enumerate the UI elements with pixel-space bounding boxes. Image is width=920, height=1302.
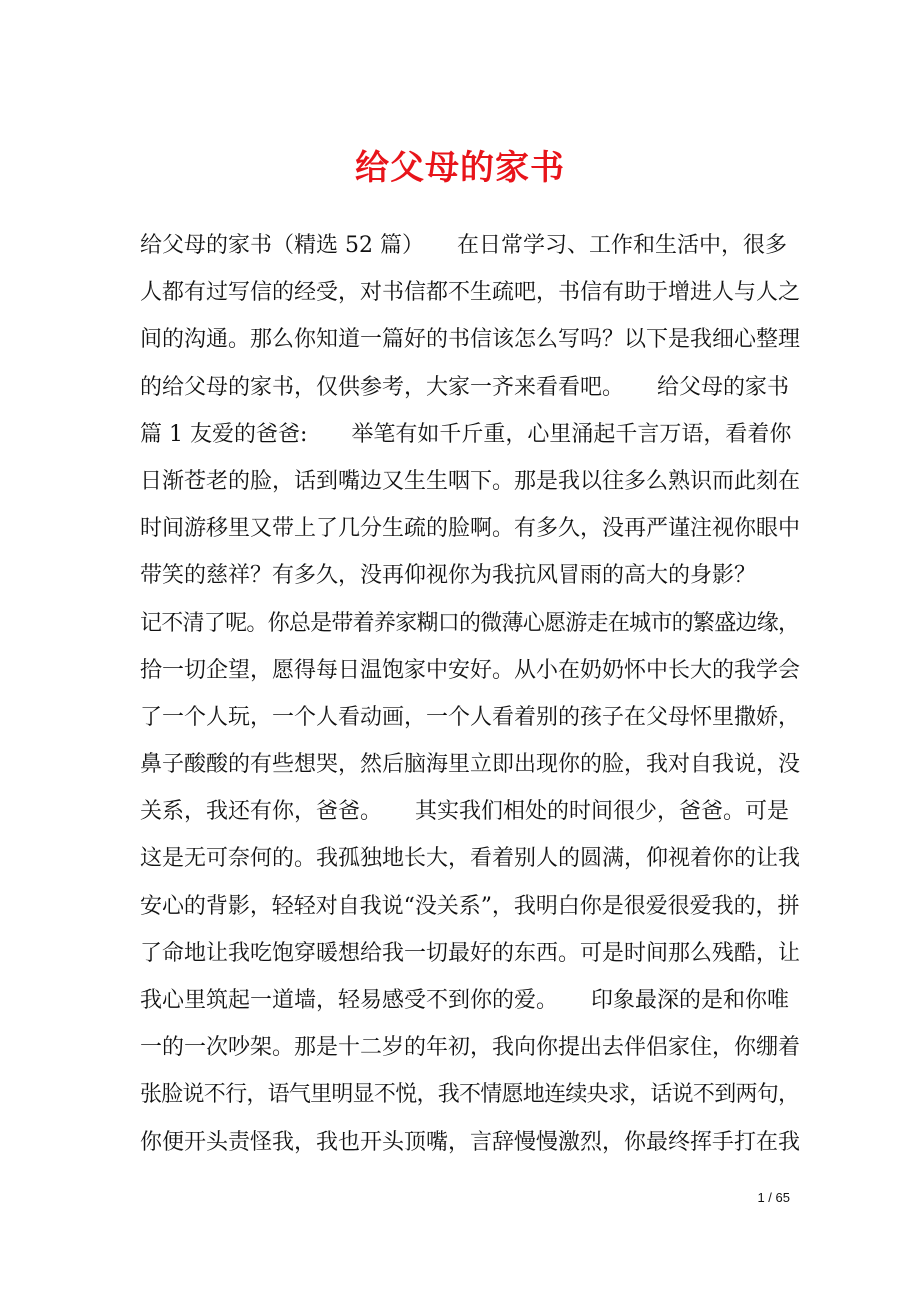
body-line: 一的一次吵架。那是十二岁的年初，我向你提出去伴侣家住，你绷着: [140, 1035, 801, 1061]
body-line: 鼻子酸酸的有些想哭，然后脑海里立即出现你的脸，我对自我说，没: [140, 752, 801, 778]
body-line: 记不清了呢。你总是带着养家糊口的微薄心愿游走在城市的繁盛边缘，: [140, 610, 800, 636]
body-line: 给父母的家书（精选 52 篇） 在日常学习、工作和生活中，很多: [140, 233, 787, 258]
document-body: [140, 222, 800, 1166]
body-line: 这是无可奈何的。我孤独地长大，看着别人的圆满，仰视着你的让我: [140, 846, 801, 872]
body-line: 安心的背影，轻轻对自我说“没关系”，我明白你是很爱很爱我的，拼: [140, 893, 800, 919]
body-line: 张脸说不行，语气里明显不悦，我不情愿地连续央求，话说不到两句，: [140, 1082, 800, 1108]
body-line: 的给父母的家书，仅供参考，大家一齐来看看吧。 给父母的家书: [140, 374, 790, 400]
body-line: 关系，我还有你，爸爸。 其实我们相处的时间很少，爸爸。可是: [140, 799, 790, 825]
body-line: 拾一切企望，愿得每日温饱家中安好。从小在奶奶怀中长大的我学会: [140, 657, 801, 683]
body-line: 我心里筑起一道墙，轻易感受不到你的爱。 印象最深的是和你唯: [140, 988, 790, 1013]
document-title: 给父母的家书: [355, 148, 565, 188]
body-line: 带笑的慈祥？有多久，没再仰视你为我抗风冒雨的高大的身影？: [140, 563, 757, 589]
body-line: 间的沟通。那么你知道一篇好的书信该怎么写吗？以下是我细心整理: [140, 327, 801, 353]
body-line: 篇 1 友爱的爸爸: 举笔有如千斤重，心里涌起千言万语，看着你: [140, 421, 792, 447]
page-number: 1 / 65: [757, 1190, 790, 1205]
body-line: 日渐苍老的脸，话到嘴边又生生咽下。那是我以往多么熟识而此刻在: [140, 468, 801, 494]
body-line: 人都有过写信的经受，对书信都不生疏吧，书信有助于增进人与人之: [140, 280, 801, 306]
body-line: 了命地让我吃饱穿暖想给我一切最好的东西。可是时间那么残酷，让: [140, 940, 801, 966]
body-line: 你便开头责怪我，我也开头顶嘴，言辞慢慢激烈，你最终挥手打在我: [140, 1129, 801, 1155]
body-line: 了一个人玩，一个人看动画，一个人看着别的孩子在父母怀里撒娇，: [140, 704, 801, 730]
body-line: 时间游移里又带上了几分生疏的脸啊。有多久，没再严谨注视你眼中: [140, 516, 801, 542]
